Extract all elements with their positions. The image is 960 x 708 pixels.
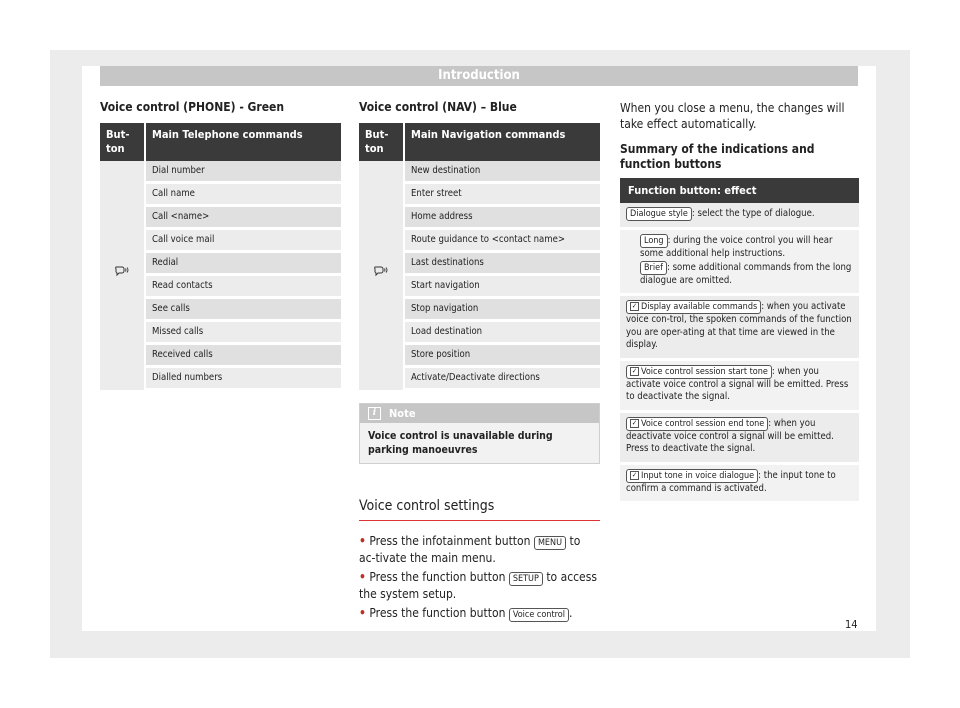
setup-key[interactable]: SETUP — [509, 572, 543, 586]
nav-command: Home address — [404, 206, 600, 229]
voice-control-icon — [374, 269, 388, 280]
phone-title: Voice control (PHONE) - Green — [100, 100, 285, 114]
long-key[interactable]: Long — [640, 234, 668, 248]
checkbox-icon: ✓ — [631, 470, 638, 479]
note-text: Voice control is unavailable during parking manoeuvres — [360, 423, 599, 463]
summary-title: Summary of the indications and function buttons — [620, 142, 815, 171]
display-commands-key[interactable]: ✓ Display available commands — [626, 300, 761, 314]
nav-command: Load destination — [404, 321, 600, 344]
brief-key[interactable]: Brief — [640, 261, 667, 275]
nav-command: Store position — [404, 344, 600, 367]
section-header: Introduction — [100, 66, 858, 86]
phone-command: Dialled numbers — [145, 367, 341, 390]
nav-section — [359, 100, 600, 625]
function-table-head: Function button: effect — [620, 178, 859, 203]
nav-title: Voice control (NAV) – Blue — [359, 100, 517, 114]
note-box — [359, 403, 600, 464]
nav-command: Activate/Deactivate directions — [404, 367, 600, 390]
checkbox-icon: ✓ — [631, 418, 638, 427]
phone-command-row — [100, 161, 341, 183]
nav-commands-table — [359, 123, 600, 391]
nav-button-cell — [359, 161, 404, 390]
settings-title: Voice control settings — [359, 498, 600, 521]
function-row-dialogue-style: Dialogue style : select the type of dialogue. — [620, 203, 859, 230]
function-row-display-commands: ✓ Display available commands : when you activate voice con-trol, the spoken commands of the function you are oper-ating at that time are viewed in the display. — [620, 296, 859, 361]
phone-command: Call voice mail — [145, 229, 341, 252]
page-number: 14 — [845, 618, 858, 631]
info-icon: i — [368, 407, 381, 420]
input-tone-key[interactable]: ✓ Input tone in voice dialogue — [626, 469, 758, 483]
dialogue-style-key[interactable]: Dialogue style — [626, 207, 692, 221]
function-row-start-tone: ✓ Voice control session start tone : when you activate voice control a signal will be emitted. Press to deactivate the signal. — [620, 361, 859, 413]
intro-text: When you close a menu, the changes will take effect automatically. — [620, 101, 845, 131]
phone-section — [100, 100, 341, 391]
function-row-input-tone: ✓ Input tone in voice dialogue : the input tone to confirm a command is activated. — [620, 465, 859, 505]
nav-command: Route guidance to <contact name> — [404, 229, 600, 252]
phone-command: Dial number — [145, 161, 341, 183]
note-label: Note — [389, 407, 416, 420]
settings-steps — [359, 533, 600, 622]
menu-key[interactable]: MENU — [534, 536, 566, 550]
phone-commands-table — [100, 123, 341, 391]
bullet-icon: • — [359, 606, 366, 620]
phone-command: See calls — [145, 298, 341, 321]
nav-command: Start navigation — [404, 275, 600, 298]
bullet-icon: • — [359, 534, 366, 548]
voice-control-key[interactable]: Voice control — [509, 608, 569, 622]
checkbox-icon: ✓ — [631, 366, 638, 375]
function-row-dialogue-options: Long : during the voice control you will hear some additional help instructions. Brief : some additional commands from the long dialogue are omitted. — [620, 230, 859, 296]
nav-col-button: But-ton — [359, 123, 404, 161]
voice-control-icon — [115, 269, 129, 280]
phone-button-cell — [100, 161, 145, 390]
checkbox-icon: ✓ — [631, 302, 638, 310]
nav-command: New destination — [404, 161, 600, 183]
step-2: • Press the function button SETUP to access the system setup. — [359, 570, 597, 601]
bullet-icon: • — [359, 570, 366, 584]
phone-command: Read contacts — [145, 275, 341, 298]
nav-command: Stop navigation — [404, 298, 600, 321]
phone-command: Missed calls — [145, 321, 341, 344]
nav-col-commands: Main Navigation commands — [404, 123, 600, 161]
phone-command: Redial — [145, 252, 341, 275]
end-tone-key[interactable]: ✓ Voice control session end tone — [626, 417, 768, 431]
summary-section — [620, 100, 859, 504]
phone-command: Call name — [145, 183, 341, 206]
step-3: • Press the function button Voice control . — [359, 606, 573, 620]
step-1: • Press the infotainment button MENU to ac-tivate the main menu. — [359, 534, 581, 565]
phone-col-commands: Main Telephone commands — [145, 123, 341, 161]
nav-command-row — [359, 161, 600, 183]
nav-command: Last destinations — [404, 252, 600, 275]
function-row-end-tone: ✓ Voice control session end tone : when you deactivate voice control a signal will be emitted. Press to deactivate the signal. — [620, 413, 859, 465]
nav-command: Enter street — [404, 183, 600, 206]
phone-col-button: But-ton — [100, 123, 145, 161]
phone-command: Call <name> — [145, 206, 341, 229]
start-tone-key[interactable]: ✓ Voice control session start tone — [626, 365, 772, 379]
phone-command: Received calls — [145, 344, 341, 367]
